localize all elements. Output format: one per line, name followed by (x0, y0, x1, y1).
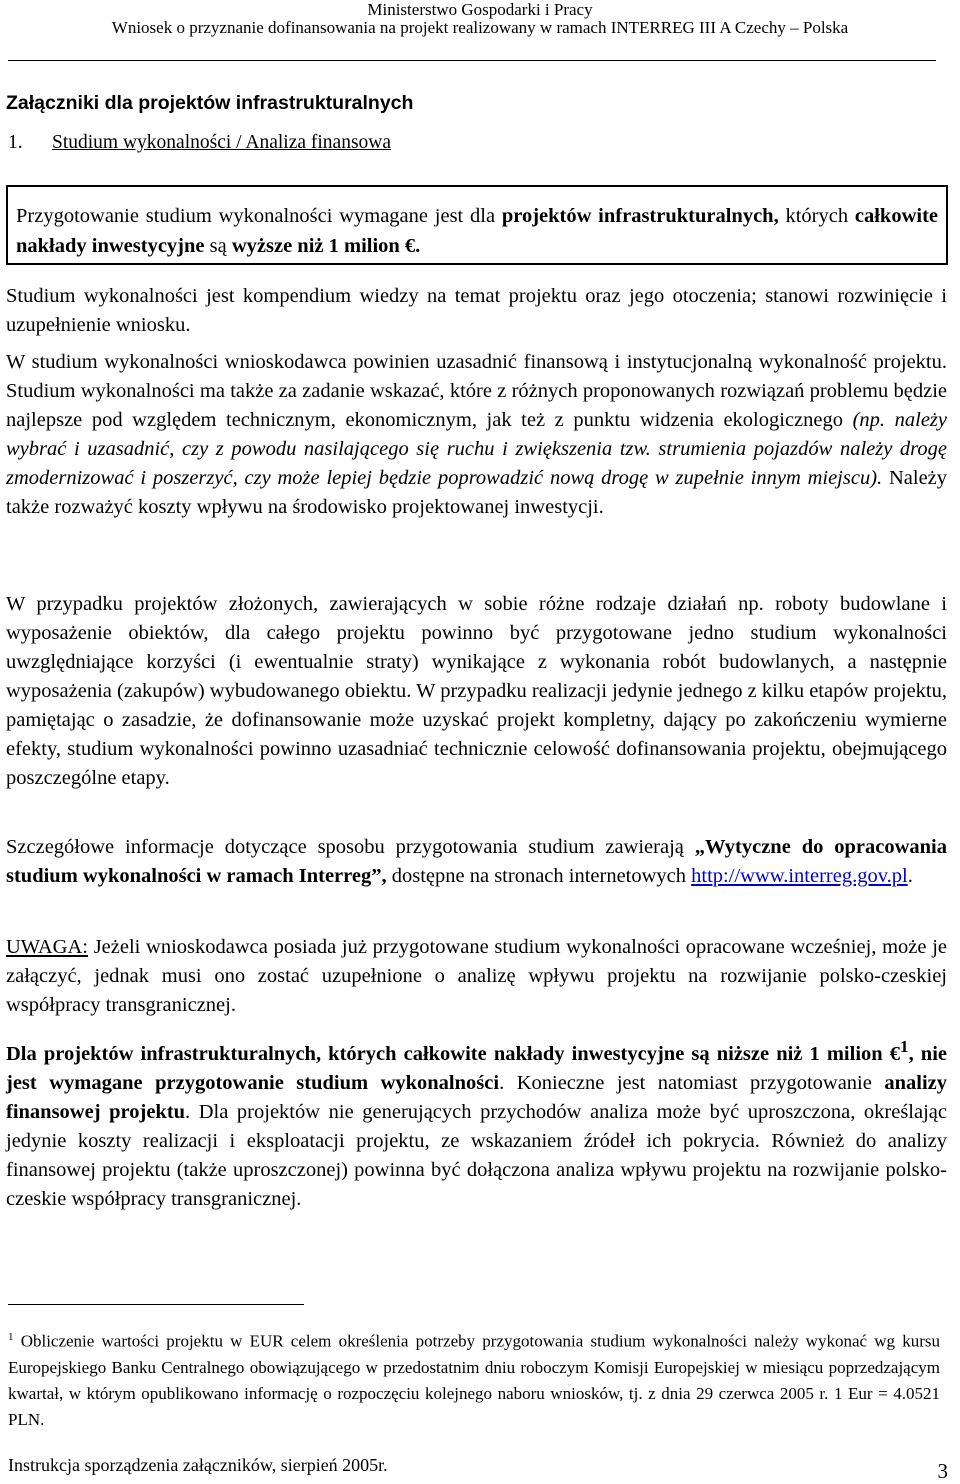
paragraph-notice (6, 933, 947, 1020)
p6-text-1: . Konieczne jest natomiast przygotowanie (499, 1071, 885, 1094)
paragraph-definition: Studium wykonalności jest kompendium wiedzy na temat projektu oraz jego otoczenia; stanowi rozwinięcie i uzupełnienie wniosku. (6, 285, 947, 336)
interreg-link[interactable]: http://www.interreg.gov.pl (691, 865, 908, 887)
p6-bold-3: analizy finansowej projektu (6, 1071, 948, 1123)
p6-bold-1: Dla projektów infrastrukturalnych, których całkowite nakłady inwestycyjne są niższe niż 1 milion € (6, 1042, 901, 1065)
numbered-heading (8, 132, 391, 154)
footnote-mark: 1 (8, 1331, 14, 1343)
paragraph-complex-projects: W przypadku projektów złożonych, zawierających w sobie różne rodzaje działań np. roboty budowlane i wyposażenie obiektów, dla całego projektu powinno być przygotowane jedno studium wykonalności uwzględniające korzyści (i ewentualnie straty) wynikające z wykonania robót budowlanych, a następnie wyposażenia (zakupów) wybudowanego obiektu. W przypadku realizacji jedynie jednego z kilku etapów projektu, pamiętając o zasadzie, że dofinansowanie może uzyskać projekt kompletny, dający po zakończeniu wymierne efekty, studium wykonalności powinno uzasadniać technicznie celowość dofinansowania projektu, obejmującego poszczególne etapy. (6, 593, 947, 789)
footnote (8, 1324, 940, 1433)
footer-title: Instrukcja sporządzenia załączników, sierpień 2005r. (8, 1455, 388, 1475)
p4-text-1: Szczegółowe informacje dotyczące sposobu przygotowania studium zawierają (6, 836, 695, 858)
item-title: Studium wykonalności / Analiza finansowa (52, 132, 392, 153)
notice-label: UWAGA: (6, 936, 88, 958)
box-bold-1: projektów infrastrukturalnych, (501, 205, 779, 227)
section-title: Załączniki dla projektów infrastrukturalnych (6, 92, 414, 114)
p5-text: Jeżeli wnioskodawca posiada już przygotowane studium wykonalności opracowane wcześniej, może je załączyć, jednak musi ono zostać uzupełnione o analizę wpływu projektu na rozwijanie polsko-czeskiej współpracy transgranicznej. (6, 936, 947, 1016)
footnote-divider (8, 1304, 304, 1305)
box-bold-2: całkowite nakłady inwestycyjne (16, 205, 938, 257)
box-text-3: są (204, 235, 232, 257)
p4-bold-guidelines: „Wytyczne do opracowania studium wykonalności w ramach Interreg”, (6, 836, 947, 887)
header-divider (8, 60, 936, 61)
paragraph-feasibility (6, 348, 947, 522)
p2-italic-example: (np. należy wybrać i uzasadnić, czy z powodu nasilającego się ruchu i zwiększenia tzw. strumienia pojazdów należy drogę zmodernizować i poszerzyć, czy może lepiej będzie poprowadzić nową drogę w zupełnie innym miejscu). (6, 409, 948, 489)
footnote-text: Obliczenie wartości projektu w EUR celem określenia potrzeby przygotowania studium wykonalności należy wykonać wg kursu Europejskiego Banku Centralnego obowiązującego w przedostatnim dniu roboczym Komisji Europejskiej w miesiącu poprzedzającym kwartał, w którym opublikowano informację o rozpoczęciu kolejnego naboru wniosków, tj. z dnia 29 czerwca 2005 r. 1 Eur = 4.0521 PLN. (8, 1331, 940, 1429)
p6-bold-2: , nie jest wymagane przygotowanie studium wykonalności (6, 1042, 947, 1094)
page-number: 3 (937, 1459, 948, 1483)
p2-text-2: Należy także rozważyć koszty wpływu na środowisko projektowanej inwestycji. (6, 467, 948, 518)
requirement-box (6, 185, 948, 265)
page-footer (8, 1455, 948, 1483)
box-bold-3: wyższe niż 1 milion €. (231, 235, 421, 257)
item-number: 1. (8, 132, 23, 153)
box-text-2: których (778, 205, 855, 227)
footnote-ref: 1 (900, 1037, 909, 1056)
p2-text-1: W studium wykonalności wnioskodawca powinien uzasadnić finansową i instytucjonalną wykonalność projektu. Studium wykonalności ma także za zadanie wskazać, które z różnych proponowanych rozwiązań problemu będzie najlepsze pod względem technicznym, ekonomicznym, jak też z punktu widzenia ekologicznego (6, 351, 947, 431)
header-application-title: Wniosek o przyznanie dofinansowania na projekt realizowany w ramach INTERREG III A Czechy – Polska (111, 18, 849, 37)
paragraph-small-projects (6, 1032, 947, 1214)
box-text-1: Przygotowanie studium wykonalności wymagane jest dla (16, 205, 502, 227)
p4-text-3: . (907, 865, 913, 887)
paragraph-guidelines (6, 833, 947, 891)
p6-text-2: . Dla projektów nie generujących przychodów analiza może być uproszczona, określając jedynie koszty realizacji i eksploatacji projektu, ze wskazaniem źródeł ich pokrycia. Również do analizy finansowej projektu (także uproszczonej) powinna być dołączona analiza wpływu projektu na rozwijanie polsko-czeskie współpracy transgranicznej. (6, 1100, 947, 1210)
p4-text-2: dostępne na stronach internetowych (386, 865, 692, 887)
header-ministry: Ministerstwo Gospodarki i Pracy (367, 0, 593, 19)
